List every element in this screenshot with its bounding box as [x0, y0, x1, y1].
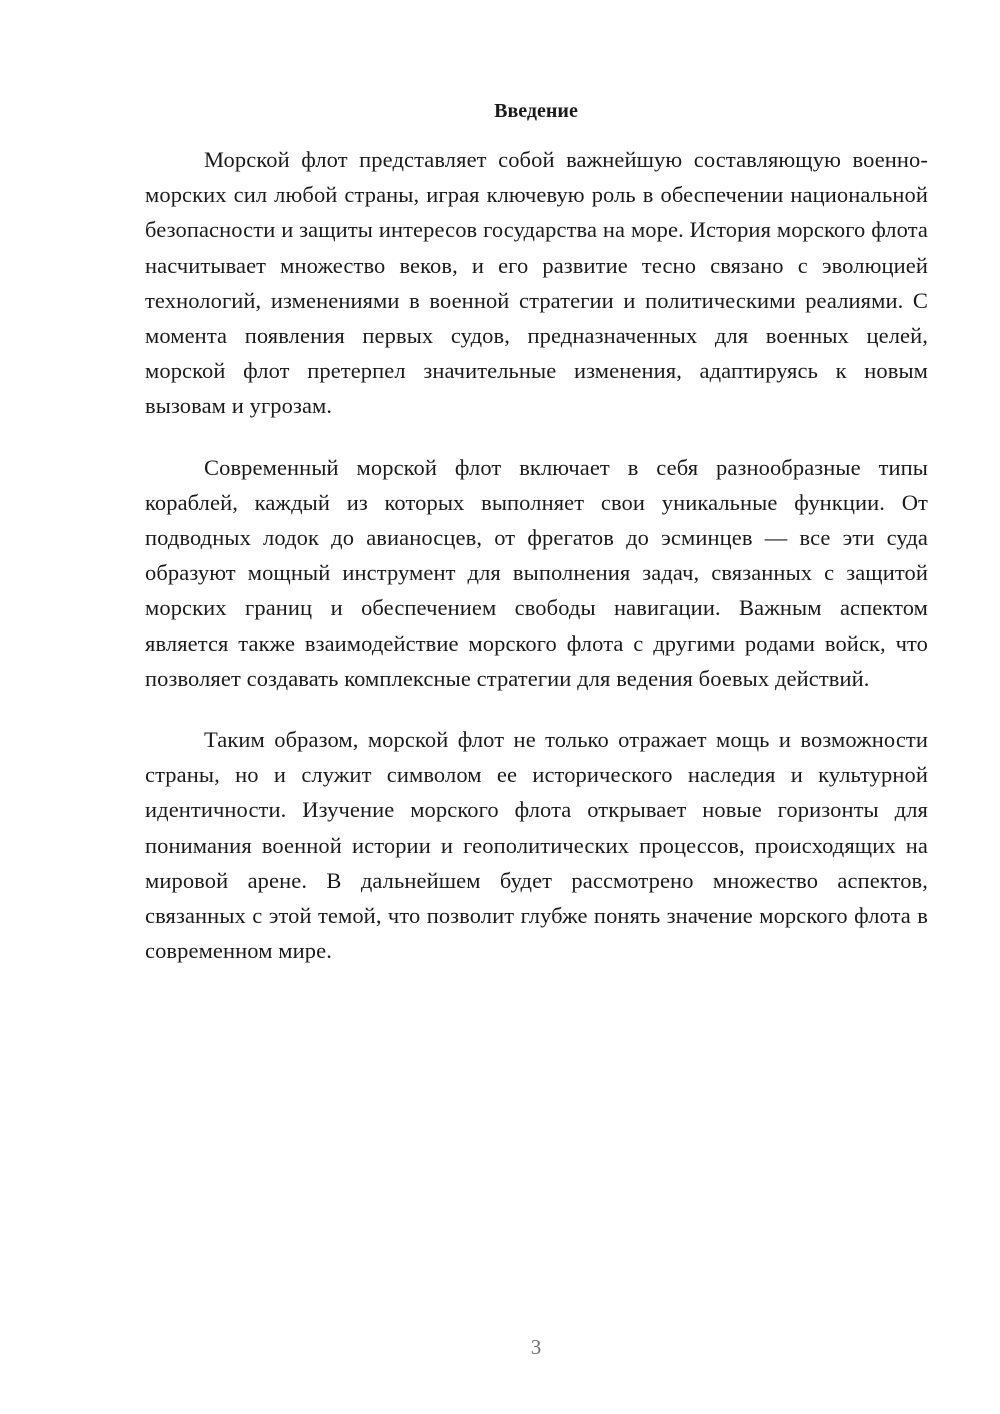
page-number: 3 — [530, 1335, 542, 1359]
section-heading: Введение — [494, 100, 578, 122]
body-text — [145, 142, 928, 994]
paragraph-1: Морской флот представляет собой важнейшую составляющую военно-морских сил любой страны, играя ключевую роль в обеспечении национальной безопасности и защиты интересов государства на море. История морского флота насчитывает множество веков, и его развитие тесно связано с эволюцией технологий, изменениями в военной стратегии и политическими реалиями. С момента появления первых судов, предназначенных для военных целей, морской флот претерпел значительные изменения, адаптируясь к новым вызовам и угрозам. — [145, 147, 928, 419]
paragraph-2: Современный морской флот включает в себя разнообразные типы кораблей, каждый из которых выполняет свои уникальные функции. От подводных лодок до авианосцев, от фрегатов до эсминцев — все эти суда образуют мощный инструмент для выполнения задач, связанных с защитой морских границ и обеспечением свободы навигации. Важным аспектом является также взаимодействие морского флота с другими родами войск, что позволяет создавать комплексные стратегии для ведения боевых действий. — [145, 454, 928, 691]
paragraph-3: Таким образом, морской флот не только отражает мощь и возможности страны, но и служит символом ее исторического наследия и культурной идентичности. Изучение морского флота открывает новые горизонты для понимания военной истории и геополитических процессов, происходящих на мировой арене. В дальнейшем будет рассмотрено множество аспектов, связанных с этой темой, что позволит глубже понять значение морского флота в современном мире. — [145, 727, 928, 964]
